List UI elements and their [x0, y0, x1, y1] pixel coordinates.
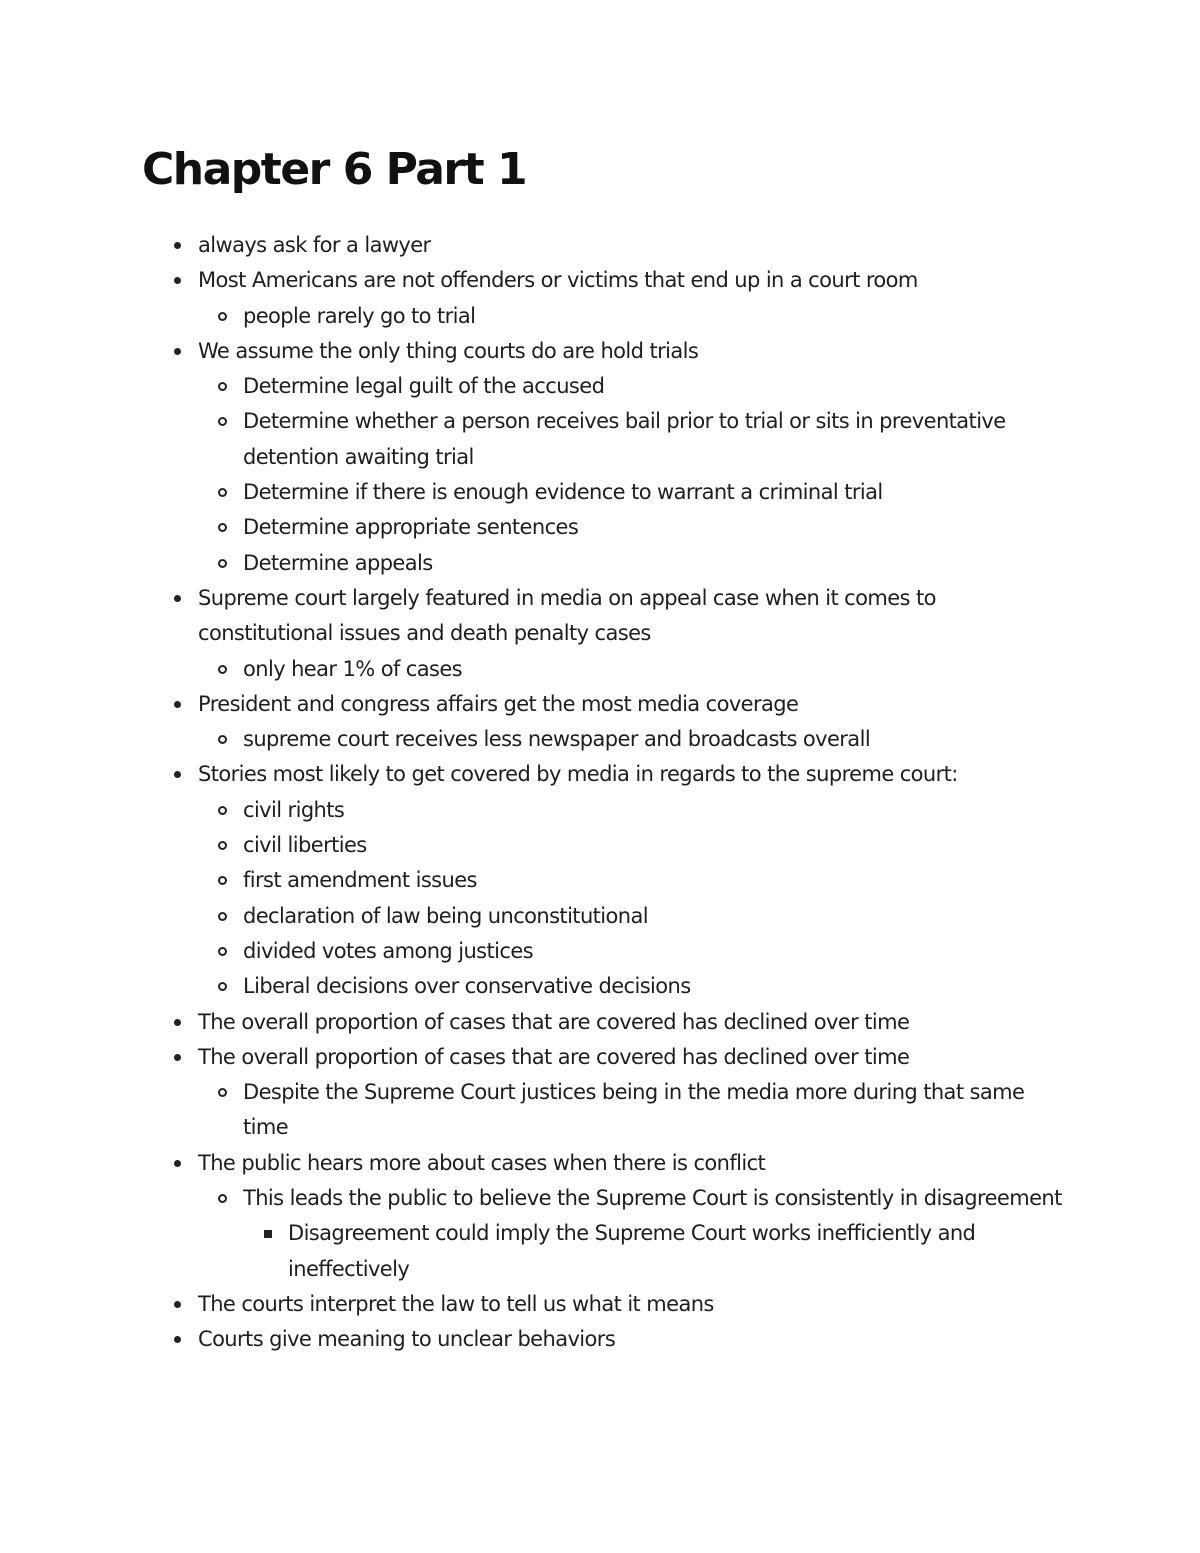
sub-list-item	[243, 969, 1068, 1004]
sub-sub-list-item	[288, 1216, 1068, 1287]
sub-list	[243, 793, 1068, 1005]
list-item-text: Most Americans are not offenders or victims that end up in a court room	[198, 268, 918, 293]
sub-sub-list-item-text: Disagreement could imply the Supreme Court works inefficiently and ineffectively	[288, 1221, 976, 1281]
disc-bullet-icon	[174, 1019, 181, 1026]
list-item-text: We assume the only thing courts do are hold trials	[198, 338, 699, 363]
list-item	[198, 1322, 1068, 1357]
list-item	[198, 757, 1068, 1004]
sub-list-item-text: Determine appeals	[243, 550, 433, 575]
circle-bullet-icon	[218, 523, 227, 532]
list-item-text: The public hears more about cases when there is conflict	[198, 1150, 766, 1175]
sub-list-item	[243, 369, 1068, 404]
circle-bullet-icon	[218, 1194, 227, 1203]
sub-list-item	[243, 475, 1068, 510]
sub-list	[243, 1181, 1068, 1287]
circle-bullet-icon	[218, 312, 227, 321]
sub-list	[243, 652, 1068, 687]
circle-bullet-icon	[218, 488, 227, 497]
list-item-text: The overall proportion of cases that are covered has declined over time	[198, 1009, 910, 1034]
list-item-text: always ask for a lawyer	[198, 233, 431, 257]
sub-list-item	[243, 899, 1068, 934]
list-item-text: Stories most likely to get covered by media in regards to the supreme court:	[198, 762, 958, 787]
sub-list-item-text: Determine appropriate sentences	[243, 515, 579, 540]
sub-list-item	[243, 652, 1068, 687]
sub-list	[243, 722, 1068, 757]
list-item-text: The courts interpret the law to tell us what it means	[198, 1291, 714, 1316]
sub-list-item	[243, 863, 1068, 898]
circle-bullet-icon	[218, 841, 227, 850]
circle-bullet-icon	[218, 806, 227, 815]
sub-sub-list	[288, 1216, 1068, 1287]
disc-bullet-icon	[174, 1160, 181, 1167]
disc-bullet-icon	[174, 1336, 181, 1343]
circle-bullet-icon	[218, 559, 227, 568]
sub-list-item	[243, 404, 1068, 475]
list-item-text: Courts give meaning to unclear behaviors	[198, 1327, 616, 1352]
sub-list-item-text: Liberal decisions over conservative decisions	[243, 974, 691, 999]
sub-list-item-text: first amendment issues	[243, 868, 477, 893]
circle-bullet-icon	[218, 417, 227, 426]
sub-list-item	[243, 1075, 1068, 1146]
disc-bullet-icon	[174, 1301, 181, 1308]
sub-list-item	[243, 1181, 1068, 1287]
sub-list-item	[243, 722, 1068, 757]
sub-list-item	[243, 934, 1068, 969]
circle-bullet-icon	[218, 665, 227, 674]
sub-list	[243, 299, 1068, 334]
list-item	[198, 263, 1068, 334]
list-item	[198, 1287, 1068, 1322]
list-item	[198, 1005, 1068, 1040]
sub-list-item-text: Determine legal guilt of the accused	[243, 374, 605, 399]
sub-list	[243, 1075, 1068, 1146]
sub-list-item	[243, 510, 1068, 545]
circle-bullet-icon	[218, 947, 227, 956]
disc-bullet-icon	[174, 595, 181, 602]
circle-bullet-icon	[218, 735, 227, 744]
sub-list-item-text: civil liberties	[243, 833, 367, 858]
disc-bullet-icon	[174, 771, 181, 778]
list-item	[198, 1040, 1068, 1146]
sub-list-item-text: supreme court receives less newspaper and broadcasts overall	[243, 727, 871, 752]
sub-list-item-text: Determine if there is enough evidence to warrant a criminal trial	[243, 480, 883, 505]
sub-list-item-text: divided votes among justices	[243, 938, 533, 963]
page-title: Chapter 6 Part 1	[142, 144, 527, 195]
sub-list-item-text: civil rights	[243, 797, 345, 822]
sub-list-item-text: Determine whether a person receives bail prior to trial or sits in preventative detention awaiting trial	[243, 409, 1006, 469]
sub-list-item	[243, 793, 1068, 828]
circle-bullet-icon	[218, 982, 227, 991]
list-item-text: Supreme court largely featured in media on appeal case when it comes to constitutional issues and death penalty cases	[198, 585, 936, 646]
list-item	[198, 581, 1068, 687]
sub-list-item-text: only hear 1% of cases	[243, 656, 463, 681]
disc-bullet-icon	[174, 1054, 181, 1061]
list-item	[198, 228, 1068, 263]
bullet-list	[198, 228, 1068, 1358]
sub-list-item-text: This leads the public to believe the Supreme Court is consistently in disagreement	[243, 1186, 1062, 1211]
list-item	[198, 334, 1068, 581]
disc-bullet-icon	[174, 277, 181, 284]
list-item-text: The overall proportion of cases that are covered has declined over time	[198, 1044, 910, 1069]
sub-list-item-text: people rarely go to trial	[243, 303, 476, 328]
circle-bullet-icon	[218, 876, 227, 885]
sub-list-item-text: declaration of law being unconstitutional	[243, 903, 648, 928]
sub-list-item	[243, 546, 1068, 581]
circle-bullet-icon	[218, 1088, 227, 1097]
disc-bullet-icon	[174, 701, 181, 708]
square-bullet-icon	[264, 1230, 272, 1238]
sub-list-item	[243, 299, 1068, 334]
list-item	[198, 1146, 1068, 1287]
circle-bullet-icon	[218, 912, 227, 921]
list-item	[198, 687, 1068, 758]
disc-bullet-icon	[174, 348, 181, 355]
sub-list-item-text: Despite the Supreme Court justices being in the media more during that same time	[243, 1080, 1025, 1140]
list-item-text: President and congress affairs get the most media coverage	[198, 691, 799, 716]
sub-list	[243, 369, 1068, 581]
sub-list-item	[243, 828, 1068, 863]
circle-bullet-icon	[218, 382, 227, 391]
disc-bullet-icon	[174, 242, 181, 249]
